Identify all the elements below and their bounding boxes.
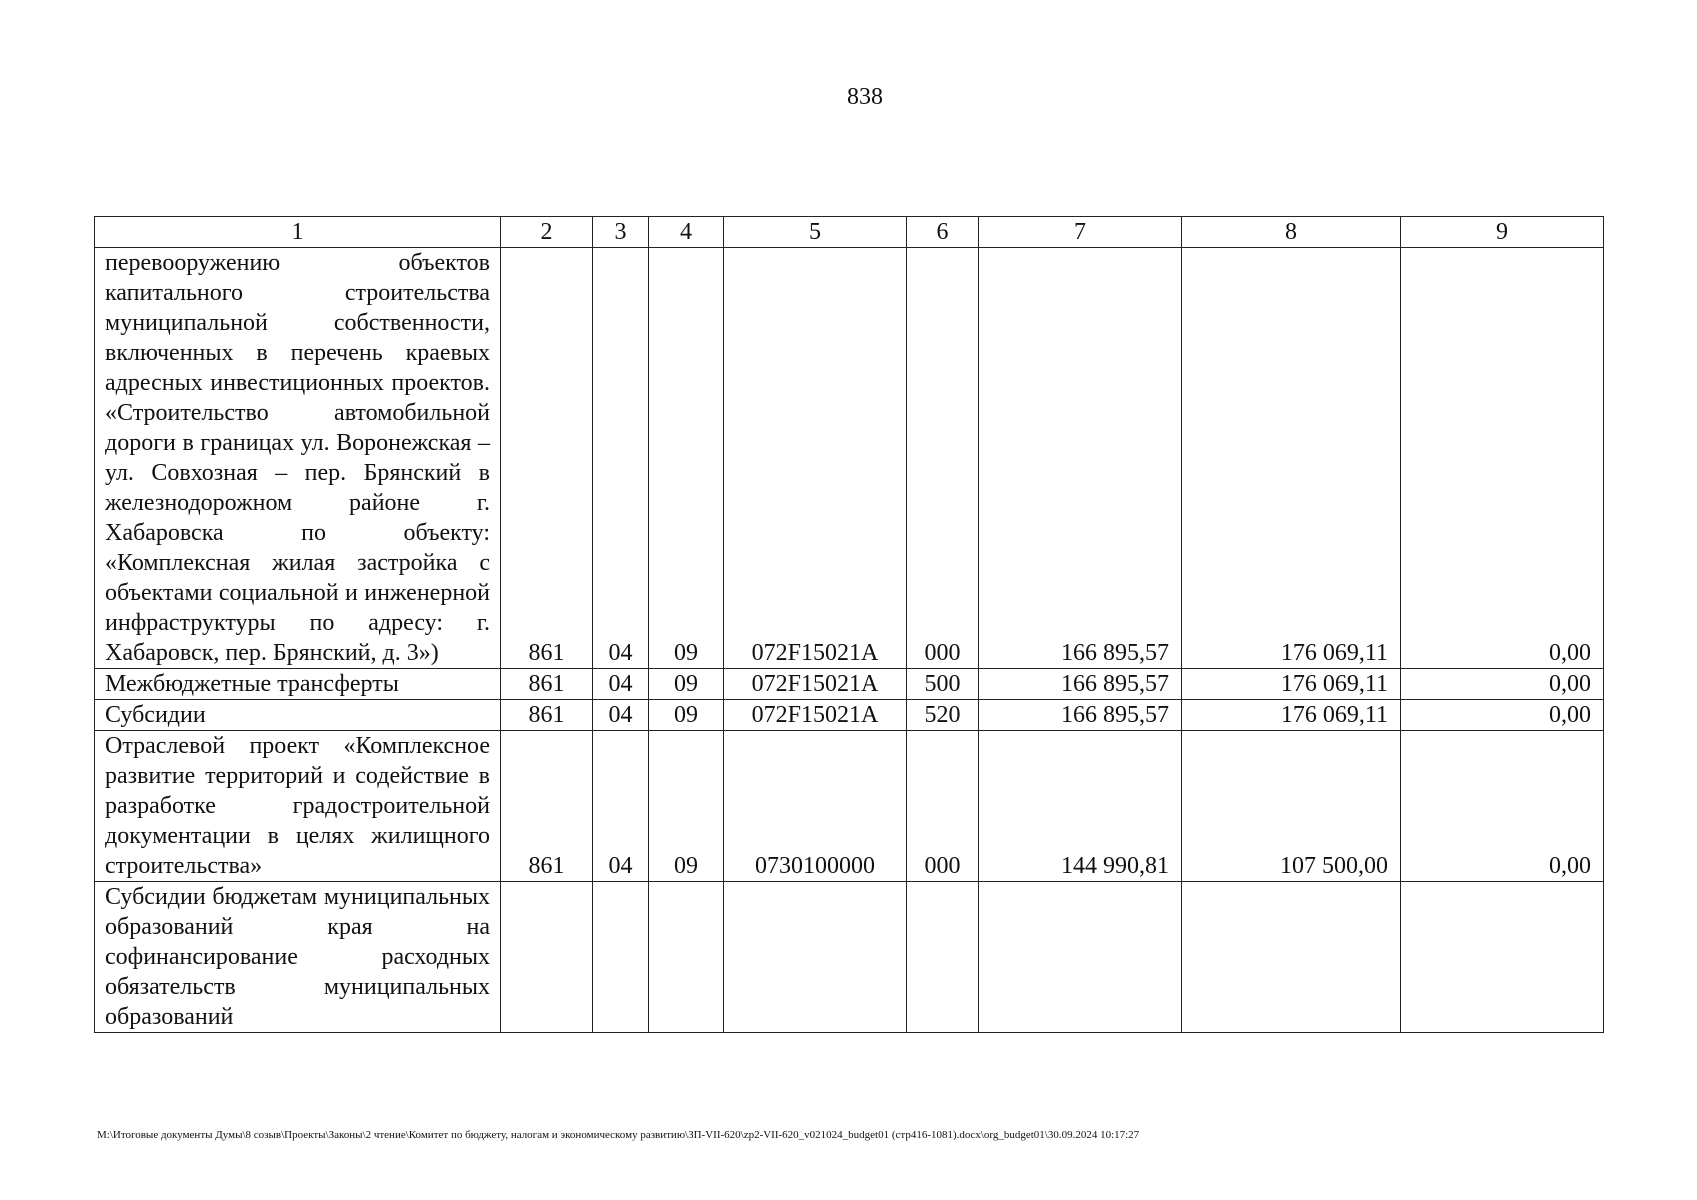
description-line: объектами социальной и <box>105 580 358 606</box>
header-cell-6: 6 <box>907 217 979 248</box>
description-line: пер. Брянский, д. 3») <box>225 640 439 666</box>
section-cell: 04 <box>593 731 649 882</box>
section-cell <box>593 882 649 1033</box>
description-line: Субсидии бюджетам <box>105 884 318 910</box>
target-article-cell: 0730100000 <box>724 731 907 882</box>
description-line: муниципальной собственности, <box>105 310 490 336</box>
expense-type-cell: 000 <box>907 248 979 669</box>
amount-cell <box>979 882 1182 1033</box>
table-header-row <box>95 217 1604 248</box>
description-cell <box>95 669 501 700</box>
header-cell-4: 4 <box>649 217 724 248</box>
amount-cell: 0,00 <box>1401 731 1604 882</box>
description-cell <box>95 731 501 882</box>
page-number: 838 <box>847 84 883 110</box>
description-line: г. Хабаровска по объекту: <box>105 490 490 546</box>
code-cell: 861 <box>501 248 593 669</box>
amount-cell: 176 069,11 <box>1182 248 1401 669</box>
table-row <box>95 731 1604 882</box>
description-line: Отраслевой проект <box>105 733 320 759</box>
description-line: расходных обязательств <box>105 944 490 1000</box>
target-article-cell: 072F15021А <box>724 669 907 700</box>
description-line: инженерной инфраструктуры по <box>105 580 491 636</box>
description-line: края на софинансирование <box>105 914 490 970</box>
header-cell-8: 8 <box>1182 217 1401 248</box>
header-cell-1: 1 <box>95 217 501 248</box>
subsection-cell: 09 <box>649 248 724 669</box>
expense-type-cell: 520 <box>907 700 979 731</box>
amount-cell <box>1182 882 1401 1033</box>
description-line: «Комплексная жилая застройка с <box>105 550 490 576</box>
description-line: адресных инвестиционных <box>105 370 384 396</box>
description-cell <box>95 248 501 669</box>
expense-type-cell: 500 <box>907 669 979 700</box>
amount-cell: 166 895,57 <box>979 248 1182 669</box>
code-cell: 861 <box>501 669 593 700</box>
section-cell: 04 <box>593 248 649 669</box>
amount-cell: 166 895,57 <box>979 669 1182 700</box>
amount-cell: 166 895,57 <box>979 700 1182 731</box>
description-cell <box>95 882 501 1033</box>
description-line: включенных в перечень краевых <box>105 340 490 366</box>
table-row <box>95 669 1604 700</box>
expense-type-cell <box>907 882 979 1033</box>
target-article-cell: 072F15021А <box>724 248 907 669</box>
description-line: капитального строительства <box>105 280 490 306</box>
description-line: Межбюджетные трансферты <box>105 671 399 697</box>
description-line: ул. Совхозная – пер. Брянский в <box>105 460 490 486</box>
target-article-cell <box>724 882 907 1033</box>
description-line: железнодорожном районе <box>105 490 421 516</box>
section-cell: 04 <box>593 669 649 700</box>
header-cell-5: 5 <box>724 217 907 248</box>
file-path-footer: M:\Итоговые документы Думы\8 созыв\Проекты\Законы\2 чтение\Комитет по бюджету, налогам и экономическому развитию\ЗП-VII-620\zp2-VII-620_v021024_budget01 (стр416-1081).docx\org_budget01\30.09.2024 10:17:27 <box>97 1129 1140 1141</box>
budget-table <box>94 216 1604 1033</box>
table-row <box>95 248 1604 669</box>
amount-cell: 176 069,11 <box>1182 669 1401 700</box>
description-line: проектов. «Строительство <box>105 370 490 426</box>
code-cell: 861 <box>501 731 593 882</box>
header-cell-2: 2 <box>501 217 593 248</box>
description-line: жилищного строительства» <box>105 823 490 879</box>
table-row <box>95 882 1604 1033</box>
description-line: адресу: г. Хабаровск, <box>105 610 491 666</box>
description-line: автомобильной дороги в <box>105 400 490 456</box>
amount-cell <box>1401 882 1604 1033</box>
target-article-cell: 072F15021А <box>724 700 907 731</box>
expense-type-cell: 000 <box>907 731 979 882</box>
description-line: территорий и содействие в <box>205 763 491 789</box>
table-row <box>95 700 1604 731</box>
description-line: перевооружению объектов <box>105 250 490 276</box>
subsection-cell: 09 <box>649 669 724 700</box>
code-cell: 861 <box>501 700 593 731</box>
description-line: границах ул. Воронежская – <box>200 430 491 456</box>
subsection-cell <box>649 882 724 1033</box>
subsection-cell: 09 <box>649 700 724 731</box>
description-line: Субсидии <box>105 702 206 728</box>
description-line: «Комплексное развитие <box>105 733 490 789</box>
amount-cell: 0,00 <box>1401 669 1604 700</box>
amount-cell: 144 990,81 <box>979 731 1182 882</box>
amount-cell: 0,00 <box>1401 248 1604 669</box>
section-cell: 04 <box>593 700 649 731</box>
description-cell <box>95 700 501 731</box>
description-line: документации в целях <box>105 823 355 849</box>
amount-cell: 0,00 <box>1401 700 1604 731</box>
header-cell-3: 3 <box>593 217 649 248</box>
header-cell-7: 7 <box>979 217 1182 248</box>
header-cell-9: 9 <box>1401 217 1604 248</box>
subsection-cell: 09 <box>649 731 724 882</box>
description-line: муниципальных образований <box>105 884 491 940</box>
amount-cell: 107 500,00 <box>1182 731 1401 882</box>
description-line: разработке градостроительной <box>105 793 490 819</box>
amount-cell: 176 069,11 <box>1182 700 1401 731</box>
description-line: муниципальных образований <box>105 974 490 1030</box>
code-cell <box>501 882 593 1033</box>
